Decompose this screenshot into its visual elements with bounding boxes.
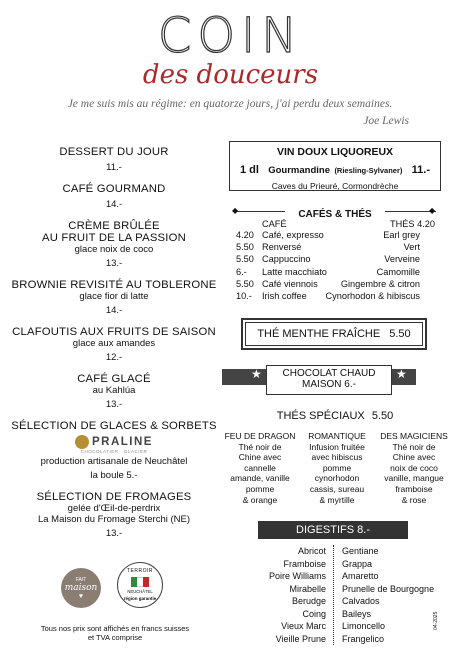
digestifs-title: DIGESTIFS — [296, 524, 355, 536]
speciaux-line: Chine avec — [392, 452, 436, 463]
speciaux-line: Thé noir de — [238, 441, 282, 452]
terroir-bottom: région garantie — [123, 596, 157, 601]
list-item — [10, 420, 218, 481]
the-col-head: THÉS — [390, 219, 415, 229]
the-name: Gingembre & citron — [340, 278, 420, 289]
speciaux-line: pomme — [322, 462, 352, 473]
side-code: 04-2025 — [433, 611, 439, 630]
list-item — [10, 491, 218, 539]
speciaux-price: 5.50 — [371, 410, 394, 422]
speciaux-col — [299, 431, 375, 505]
table-row — [236, 291, 420, 303]
speciaux-title-wrap — [230, 410, 440, 422]
list-item: Limoncello — [342, 621, 386, 631]
item-price: la boule 5.- — [90, 470, 138, 481]
vin-qty: 1 dl — [240, 164, 259, 176]
speciaux-line: noix de coco — [390, 462, 438, 473]
cafe-name: Latte macchiato — [262, 266, 327, 277]
cafe-price: 10.- — [236, 290, 252, 301]
quote-text: Je me suis mis au régime: en quatorze jours, j'ai perdu deux semaines. — [67, 98, 393, 110]
speciaux-title: THÉS SPÉCIAUX — [276, 410, 365, 422]
menthe-price: 5.50 — [389, 328, 411, 340]
praline-logo — [10, 435, 218, 449]
divider-left-arrow-icon: ◆ — [232, 206, 239, 215]
cafe-price: 5.50 — [236, 278, 254, 289]
list-item: Berudge — [291, 596, 326, 606]
list-item: Amaretto — [342, 571, 379, 581]
cafe-name: Cappuccino — [262, 254, 311, 265]
digestifs-price: 8.- — [357, 524, 370, 536]
speciaux-cols — [223, 431, 451, 505]
speciaux-line: Infusion fruitée — [309, 441, 365, 452]
cafe-col-head: CAFÉ — [262, 219, 287, 229]
vin-name: Gourmandine — [268, 165, 330, 176]
fait-maison-line2: maison — [64, 583, 98, 593]
item-title: CRÈME BRÛLÉE — [68, 220, 160, 232]
menthe-label: THÉ MENTHE FRAÎCHE — [257, 328, 381, 340]
the-name: Camomille — [376, 266, 420, 277]
digestifs-right-list — [342, 545, 452, 645]
speciaux-line: framboise — [395, 483, 433, 494]
brand-title: COIN — [157, 8, 304, 64]
the-col-head-wrap — [390, 219, 435, 229]
list-item: Prunelle de Bourgogne — [342, 583, 435, 594]
the-name: Earl grey — [383, 230, 420, 240]
praline-brand: PRALINE — [92, 436, 153, 448]
table-row — [236, 242, 420, 254]
cafe-price: 4.20 — [236, 230, 254, 240]
item-title: CAFÉ GOURMAND — [62, 183, 166, 195]
speciaux-line: pomme — [245, 483, 275, 494]
item-title: SÉLECTION DE GLACES & SORBETS — [11, 420, 217, 432]
list-item: Mirabelle — [289, 583, 326, 594]
list-item — [10, 183, 218, 210]
vin-line — [230, 158, 440, 178]
speciaux-line: Thé noir de — [392, 441, 436, 452]
cafe-name: Renversé — [262, 242, 302, 253]
item-price: 13.- — [105, 258, 123, 269]
cafe-price: 5.50 — [236, 254, 254, 265]
brand-subtitle: des douceurs — [142, 60, 319, 90]
praline-mark-icon — [75, 435, 89, 449]
heart-icon: ♥ — [78, 593, 84, 600]
item-price: 14.- — [105, 305, 123, 316]
cafe-name: Café, expresso — [262, 230, 324, 240]
speciaux-line: cannelle — [244, 462, 276, 473]
item-price: 14.- — [105, 199, 123, 210]
item-desc-line2: La Maison du Fromage Sterchi (NE) — [37, 514, 191, 525]
cafe-price: 6.- — [236, 266, 247, 277]
item-price: 13.- — [105, 528, 123, 539]
speciaux-line: cassis, sureau — [309, 483, 365, 494]
chocolat-line2: MAISON — [302, 379, 342, 390]
cafe-price: 5.50 — [236, 242, 254, 253]
list-item: Vieux Marc — [281, 621, 326, 631]
item-title: BROWNIE REVISITÉ AU TOBLERONE — [11, 279, 217, 291]
vin-title: VIN DOUX LIQUOREUX — [276, 146, 394, 158]
speciaux-head: DES MAGICIENS — [380, 431, 448, 441]
list-item — [10, 146, 218, 173]
terroir-logo — [117, 562, 163, 608]
dessert-list — [10, 146, 218, 539]
list-item — [10, 279, 218, 316]
table-row — [236, 279, 420, 291]
item-price: 12.- — [105, 352, 123, 363]
the-name: Vert — [403, 242, 420, 253]
cafe-name: Café viennois — [262, 278, 318, 289]
list-item: Grappa — [342, 558, 373, 569]
table-row — [236, 267, 420, 279]
chocolat-box — [266, 365, 392, 395]
price-footnote — [20, 624, 210, 642]
cafes-title-wrap — [285, 204, 385, 222]
list-item: Frangelico — [342, 633, 385, 644]
speciaux-head: FEU DE DRAGON — [224, 431, 296, 441]
flag-icon — [131, 577, 149, 587]
item-title-line2: AU FRUIT DE LA PASSION — [42, 232, 186, 244]
speciaux-line: Chine avec — [238, 452, 282, 463]
fait-maison-line1: FAIT — [75, 577, 87, 583]
item-desc: production artisanale de Neuchâtel — [40, 456, 188, 467]
vin-producer: Caves du Prieuré, Cormondrèche — [271, 181, 399, 191]
item-price: 13.- — [105, 399, 123, 410]
list-item: Baileys — [342, 608, 372, 619]
menthe-line — [243, 328, 425, 340]
item-title: SÉLECTION DE FROMAGES — [36, 491, 192, 503]
vin-box — [229, 141, 441, 191]
speciaux-line: amande, vanille — [230, 473, 290, 484]
star-left-icon: ★ — [251, 367, 262, 381]
cafes-title: CAFÉS & THÉS — [298, 209, 372, 220]
item-desc: au Kahlúa — [92, 385, 136, 396]
item-price: 11.- — [106, 162, 122, 173]
item-desc: glace fior di latte — [79, 291, 149, 302]
digestifs-left-list — [240, 545, 326, 645]
table-row — [236, 254, 420, 266]
chocolat-line2-wrap — [267, 379, 391, 390]
chocolat-line1: CHOCOLAT CHAUD — [282, 368, 376, 379]
speciaux-head: ROMANTIQUE — [308, 431, 366, 441]
speciaux-col — [377, 431, 451, 505]
the-col-price: 4.20 — [417, 219, 435, 229]
terroir-top: TERROIR — [127, 568, 153, 574]
footnote-line2: et TVA comprise — [87, 633, 143, 642]
divider-right-arrow-icon: ◆ — [429, 206, 436, 215]
fait-maison-logo — [61, 568, 101, 608]
list-item: Coing — [302, 608, 326, 619]
list-item: Abricot — [297, 546, 326, 556]
vin-variety: (Riesling-Sylvaner) — [334, 166, 403, 175]
menthe-box — [241, 318, 427, 350]
the-name: Cynorhodon & hibiscus — [325, 290, 420, 301]
list-item: Vieille Prune — [275, 633, 326, 644]
cafes-table — [236, 230, 420, 303]
speciaux-line: avec hibiscus — [311, 452, 363, 463]
list-item: Calvados — [342, 596, 380, 606]
table-row — [236, 230, 420, 242]
speciaux-line: & myrtille — [319, 494, 355, 505]
list-item — [10, 373, 218, 410]
list-item — [10, 220, 218, 269]
list-item: Framboise — [283, 558, 326, 569]
item-title: CLAFOUTIS AUX FRUITS DE SAISON — [12, 326, 216, 338]
speciaux-line: & orange — [242, 494, 278, 505]
vin-name-wrap — [268, 160, 402, 178]
quote-author: Joe Lewis — [363, 115, 409, 127]
item-title: CAFÉ GLACÉ — [77, 373, 151, 385]
digestifs-divider — [333, 545, 334, 645]
item-desc: glace noix de coco — [74, 244, 154, 255]
speciaux-line: vanille, mangue — [384, 473, 444, 484]
terroir-side: NEUCHÂTEL — [127, 589, 153, 594]
list-item — [10, 326, 218, 363]
footnote-line1: Tous nos prix sont affichés en francs suisses — [40, 624, 190, 633]
cafe-name: Irish coffee — [262, 290, 307, 301]
the-name: Verveine — [384, 254, 420, 265]
list-item: Poire Williams — [268, 571, 326, 581]
item-desc: gelée d'Œil-de-perdrix — [67, 503, 161, 514]
vin-price: 11.- — [411, 164, 430, 176]
speciaux-line: cynorhodon — [314, 473, 360, 484]
speciaux-line: & rose — [401, 494, 427, 505]
chocolat-price: 6.- — [344, 379, 356, 390]
digestifs-banner — [258, 521, 408, 539]
item-desc: glace aux amandes — [72, 338, 156, 349]
item-title: DESSERT DU JOUR — [59, 146, 169, 158]
praline-subtitle: CHOCOLATIER · GLACIER — [80, 449, 148, 454]
speciaux-col — [223, 431, 297, 505]
star-right-icon: ★ — [396, 367, 407, 381]
list-item: Gentiane — [342, 546, 379, 556]
